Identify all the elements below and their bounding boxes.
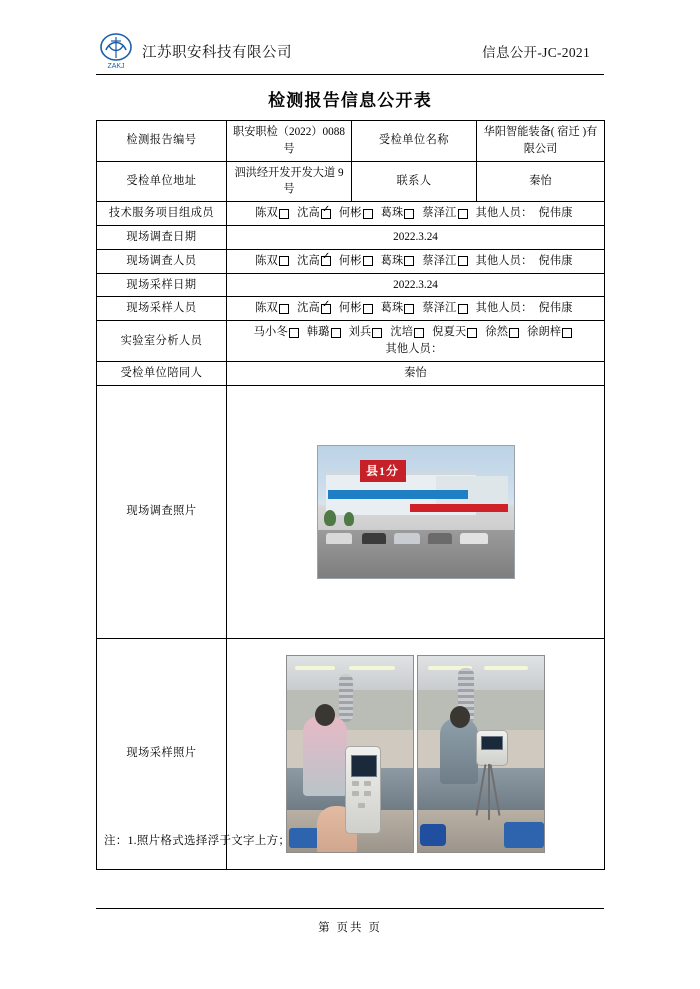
photo-exhaust-hose	[339, 674, 353, 722]
member-checkbox[interactable]	[562, 328, 572, 338]
table-row	[97, 121, 605, 162]
photo-device-button	[352, 791, 359, 796]
photo-sampler-device	[476, 730, 508, 766]
info-table	[96, 120, 605, 870]
photo-worker-head	[315, 704, 335, 726]
photo-device-button	[364, 781, 371, 786]
photo-car	[460, 533, 488, 544]
lab-staff-members	[227, 321, 605, 362]
photo-chair	[420, 824, 446, 846]
member-checkbox[interactable]	[404, 209, 414, 219]
member-name: 蔡泽江	[422, 254, 457, 267]
member-item	[422, 302, 469, 314]
photo-worker-head	[450, 706, 470, 728]
company-logo-icon	[96, 32, 136, 70]
member-item	[339, 207, 375, 219]
survey-photo-wrap	[231, 389, 600, 635]
survey-date-label: 现场调查日期	[97, 225, 227, 249]
member-name: 马小冬	[253, 326, 288, 339]
member-other-label: 其他人员：	[475, 254, 533, 267]
table-row	[97, 161, 605, 202]
member-checkbox[interactable]	[363, 304, 373, 314]
photo-car	[394, 533, 420, 544]
member-name: 何彬	[338, 302, 362, 315]
member-name: 徐然	[485, 326, 509, 339]
sampling-staff-label: 现场采样人员	[97, 297, 227, 321]
photo-blue-bin	[289, 828, 319, 848]
accompany-value: 秦怡	[227, 361, 605, 385]
survey-photo-cell	[227, 385, 605, 638]
member-item	[381, 255, 417, 267]
photo-car	[428, 533, 452, 544]
page-header	[96, 28, 604, 75]
client-value: 华阳智能装备( 宿迁 )有限公司	[477, 121, 605, 162]
photo-device-button	[364, 791, 371, 796]
member-item	[485, 326, 521, 338]
member-item	[349, 326, 385, 338]
member-name: 蔡泽江	[422, 207, 457, 220]
sampling-date-value: 2022.3.24	[227, 273, 605, 297]
client-label: 受检单位名称	[352, 121, 477, 162]
member-checkbox[interactable]	[279, 256, 289, 266]
member-name: 刘兵	[348, 326, 372, 339]
survey-photo-label: 现场调查照片	[97, 385, 227, 638]
member-checkbox[interactable]	[414, 328, 424, 338]
member-item	[527, 326, 574, 338]
photo-ceiling	[418, 656, 544, 690]
photo-device-button	[352, 781, 359, 786]
survey-photo-image	[317, 445, 515, 579]
member-checkbox[interactable]	[279, 209, 289, 219]
table-row-survey-photo	[97, 385, 605, 638]
member-other-label: 其他人员：	[475, 207, 533, 220]
photo-lamp	[349, 666, 395, 670]
report-no-label: 检测报告编号	[97, 121, 227, 162]
tech-team-label: 技术服务项目组成员	[97, 202, 227, 226]
sampling-staff-members	[227, 297, 605, 321]
member-other-label: 其他人员：	[475, 302, 533, 315]
address-label: 受检单位地址	[97, 161, 227, 202]
lab-staff-label: 实验室分析人员	[97, 321, 227, 362]
photo-detector-device	[345, 746, 381, 834]
member-checkbox[interactable]	[458, 256, 468, 266]
photo-worker	[303, 716, 347, 796]
table-row	[97, 225, 605, 249]
photo-shop-sign: 县1分	[360, 460, 406, 482]
photo-device-screen	[481, 736, 503, 750]
member-name: 沈高	[297, 254, 320, 267]
member-name: 沈高	[297, 207, 320, 220]
member-name: 倪夏天	[432, 326, 467, 339]
member-name: 陈双	[255, 207, 279, 220]
member-other-value: 倪伟康	[538, 207, 573, 220]
sampling-date-label: 现场采样日期	[97, 273, 227, 297]
member-item	[254, 326, 301, 338]
photo-device-button	[358, 803, 365, 808]
member-checkbox[interactable]	[509, 328, 519, 338]
member-item	[339, 255, 375, 267]
member-checkbox[interactable]	[404, 256, 414, 266]
member-checkbox[interactable]	[321, 209, 331, 219]
member-name: 韩璐	[306, 326, 330, 339]
member-checkbox[interactable]	[279, 304, 289, 314]
table-row	[97, 202, 605, 226]
page-title: 检测报告信息公开表	[268, 91, 432, 110]
photo-banner-red	[410, 504, 508, 512]
member-checkbox[interactable]	[363, 209, 373, 219]
contact-value: 秦怡	[477, 161, 605, 202]
member-item	[297, 207, 333, 219]
member-checkbox[interactable]	[467, 328, 477, 338]
member-checkbox[interactable]	[458, 209, 468, 219]
member-checkbox[interactable]	[331, 328, 341, 338]
member-item	[422, 255, 469, 267]
member-name: 何彬	[338, 254, 362, 267]
header-brand	[96, 32, 292, 70]
photo-wall	[418, 690, 544, 730]
member-checkbox[interactable]	[372, 328, 382, 338]
member-item	[422, 207, 469, 219]
report-no-value: 职安职检（2022）0088 号	[227, 121, 352, 162]
footnote: 注：1.照片格式选择浮于文字上方；	[104, 835, 291, 847]
table-row	[97, 321, 605, 362]
photo-tree	[344, 512, 354, 526]
company-name: 江苏职安科技有限公司	[142, 44, 292, 61]
page-footer: 第 页共 页	[96, 908, 604, 935]
table-row	[97, 361, 605, 385]
member-name: 何彬	[338, 207, 362, 220]
table-row	[97, 249, 605, 273]
address-value: 泗洪经开发开发大道 9 号	[227, 161, 352, 202]
member-name: 陈双	[255, 254, 279, 267]
photo-lamp	[295, 666, 335, 670]
photo-car	[362, 533, 386, 544]
member-name: 葛珠	[380, 254, 404, 267]
member-name: 葛珠	[380, 207, 404, 220]
photo-lamp	[484, 666, 528, 670]
member-checkbox[interactable]	[321, 256, 331, 266]
member-item	[297, 255, 333, 267]
document-code: 信息公开-JC-2021	[482, 45, 590, 60]
photo-banner-blue	[328, 490, 468, 499]
photo-blue-bin	[504, 822, 544, 848]
member-checkbox[interactable]	[289, 328, 299, 338]
member-name: 沈培	[390, 326, 414, 339]
member-other-value: 倪伟康	[538, 254, 573, 267]
member-item	[432, 326, 479, 338]
member-other-value: 倪伟康	[538, 302, 573, 315]
table-row	[97, 297, 605, 321]
member-item	[255, 302, 291, 314]
member-name: 蔡泽江	[422, 302, 457, 315]
member-checkbox[interactable]	[321, 304, 331, 314]
member-name: 徐朗梓	[527, 326, 562, 339]
photo-tripod-leg	[488, 764, 490, 820]
photo-tree	[324, 510, 336, 526]
survey-staff-label: 现场调查人员	[97, 249, 227, 273]
lab-other-label: 其他人员：	[385, 342, 443, 355]
member-checkbox[interactable]	[363, 256, 373, 266]
survey-staff-members	[227, 249, 605, 273]
table-row	[97, 273, 605, 297]
member-item	[307, 326, 343, 338]
accompany-label: 受检单位陪同人	[97, 361, 227, 385]
member-item	[381, 207, 417, 219]
contact-label: 联系人	[352, 161, 477, 202]
member-item	[381, 302, 417, 314]
photo-device-screen	[351, 755, 377, 777]
member-checkbox[interactable]	[404, 304, 414, 314]
member-name: 陈双	[255, 302, 279, 315]
member-item	[390, 326, 426, 338]
tech-team-members	[227, 202, 605, 226]
member-item	[255, 207, 291, 219]
member-item	[339, 302, 375, 314]
svg-text:ZAKJ: ZAKJ	[107, 63, 125, 70]
member-item	[255, 255, 291, 267]
sampling-photo-right	[417, 655, 545, 853]
survey-date-value: 2022.3.24	[227, 225, 605, 249]
member-item	[297, 302, 333, 314]
photo-car	[326, 533, 352, 544]
sampling-photo-label: 现场采样照片	[97, 638, 227, 869]
member-name: 沈高	[297, 302, 320, 315]
member-checkbox[interactable]	[458, 304, 468, 314]
member-name: 葛珠	[380, 302, 404, 315]
sampling-photo-left	[286, 655, 414, 853]
